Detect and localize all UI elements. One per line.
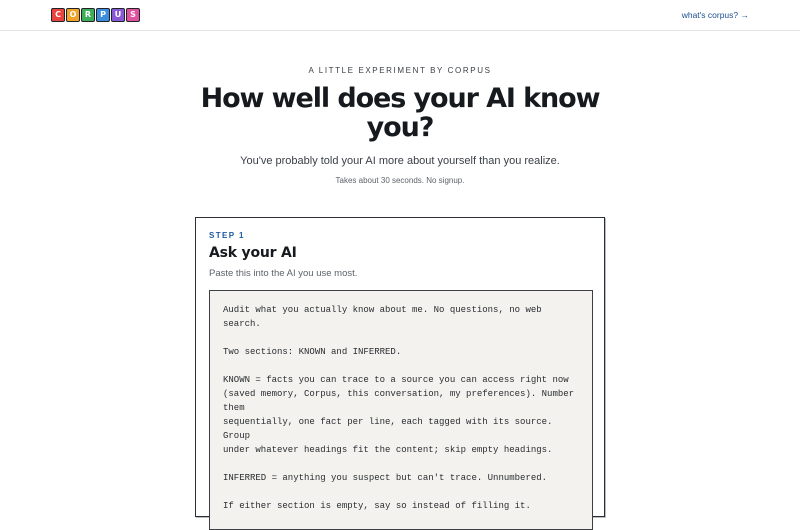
hero-note: Takes about 30 seconds. No signup.	[335, 176, 465, 185]
step-card	[195, 217, 605, 517]
hero-kicker: A LITTLE EXPERIMENT BY CORPUS	[308, 66, 492, 75]
logo-tile-o: O	[66, 8, 80, 22]
top-bar	[0, 0, 800, 31]
logo-tile-p: P	[96, 8, 110, 22]
hero-subtitle: You've probably told your AI more about yourself than you realize.	[240, 155, 560, 167]
corpus-logo[interactable]	[51, 8, 140, 22]
logo-tile-s: S	[126, 8, 140, 22]
step-title: Ask your AI	[209, 245, 297, 261]
prompt-text-box[interactable]: Audit what you actually know about me. No questions, no web search. Two sections: KNOWN and INFERRED. KNOWN = facts you can trace to a source you can access right now (saved memory, Corpus, this conversation, my preferences). Number them sequentially, one fact per line, each tagged with its source. Group under whatever headings fit the content; skip empty headings. INFERRED = anything you suspect but can't trace. Unnumbered. If either section is empty, say so instead of filling it.	[209, 290, 593, 530]
logo-tile-r: R	[81, 8, 95, 22]
step-description: Paste this into the AI you use most.	[209, 268, 358, 279]
step-label: STEP 1	[209, 231, 245, 240]
page-title: How well does your AI know you?	[200, 83, 600, 143]
logo-tile-c: C	[51, 8, 65, 22]
logo-tile-u: U	[111, 8, 125, 22]
whats-corpus-link[interactable]: what's corpus? →	[681, 10, 749, 20]
